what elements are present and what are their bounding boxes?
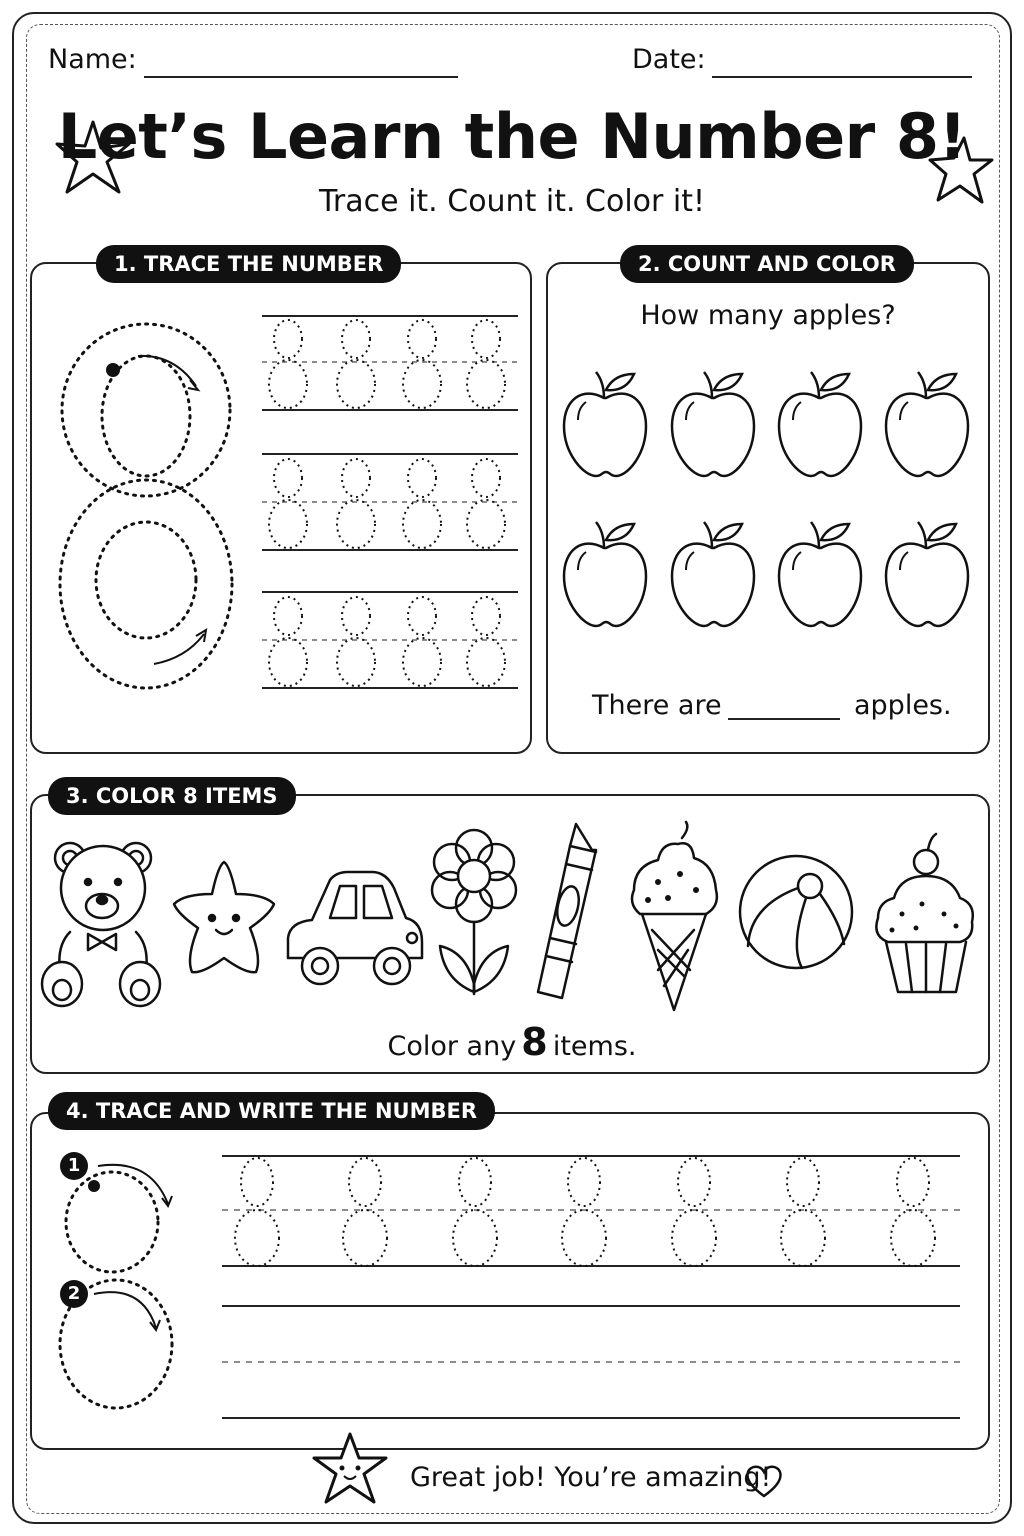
section-1-label: 1. TRACE THE NUMBER: [96, 245, 401, 283]
section-2-label: 2. COUNT AND COLOR: [620, 245, 914, 283]
apple-icon: [886, 372, 968, 476]
flower-icon: [432, 830, 516, 994]
star-icon: [174, 862, 274, 972]
apple-icon: [672, 372, 754, 476]
section-3-label: 3. COLOR 8 ITEMS: [48, 777, 296, 815]
heart-icon: [746, 1464, 782, 1498]
big-eight-trace[interactable]: [50, 318, 250, 698]
footer-message: Great job! You’re amazing!: [410, 1462, 772, 1493]
answer-prefix: There are: [592, 690, 722, 721]
page-title: Let’s Learn the Number 8!: [57, 100, 967, 173]
step-1-number: 1: [67, 1155, 81, 1176]
apple-icon: [564, 522, 646, 626]
answer-suffix: apples.: [854, 690, 952, 721]
page-subtitle: Trace it. Count it. Color it!: [318, 184, 706, 219]
apple-icon: [886, 522, 968, 626]
date-field[interactable]: [712, 76, 972, 78]
apple-count-field[interactable]: [728, 718, 840, 720]
section-4-label: 4. TRACE AND WRITE THE NUMBER: [48, 1092, 495, 1130]
apple-icon: [672, 522, 754, 626]
color-instruction: [0, 1020, 1024, 1064]
color-instruction-prefix: Color any: [387, 1031, 517, 1062]
crayon-icon: [538, 824, 596, 998]
car-icon: [288, 872, 422, 984]
date-label: Date:: [632, 44, 706, 75]
count-question: How many apples?: [640, 300, 896, 331]
color-items[interactable]: [40, 818, 980, 1014]
apples-grid[interactable]: [562, 368, 972, 630]
write-practice-lines[interactable]: [222, 1152, 960, 1422]
apple-icon: [779, 372, 861, 476]
smiling-star-icon: [310, 1430, 390, 1510]
cupcake-icon: [876, 834, 972, 992]
teddy-bear-icon: [42, 843, 160, 1006]
color-instruction-suffix: items.: [552, 1031, 637, 1062]
beach-ball-icon: [740, 856, 852, 968]
ice-cream-icon: [632, 822, 717, 1010]
name-field[interactable]: [144, 76, 458, 78]
apple-icon: [779, 522, 861, 626]
step-2-number: 2: [67, 1283, 81, 1304]
trace-practice-rows[interactable]: [262, 312, 518, 692]
apple-icon: [564, 372, 646, 476]
name-label: Name:: [48, 44, 137, 75]
color-instruction-number: 8: [521, 1020, 548, 1064]
